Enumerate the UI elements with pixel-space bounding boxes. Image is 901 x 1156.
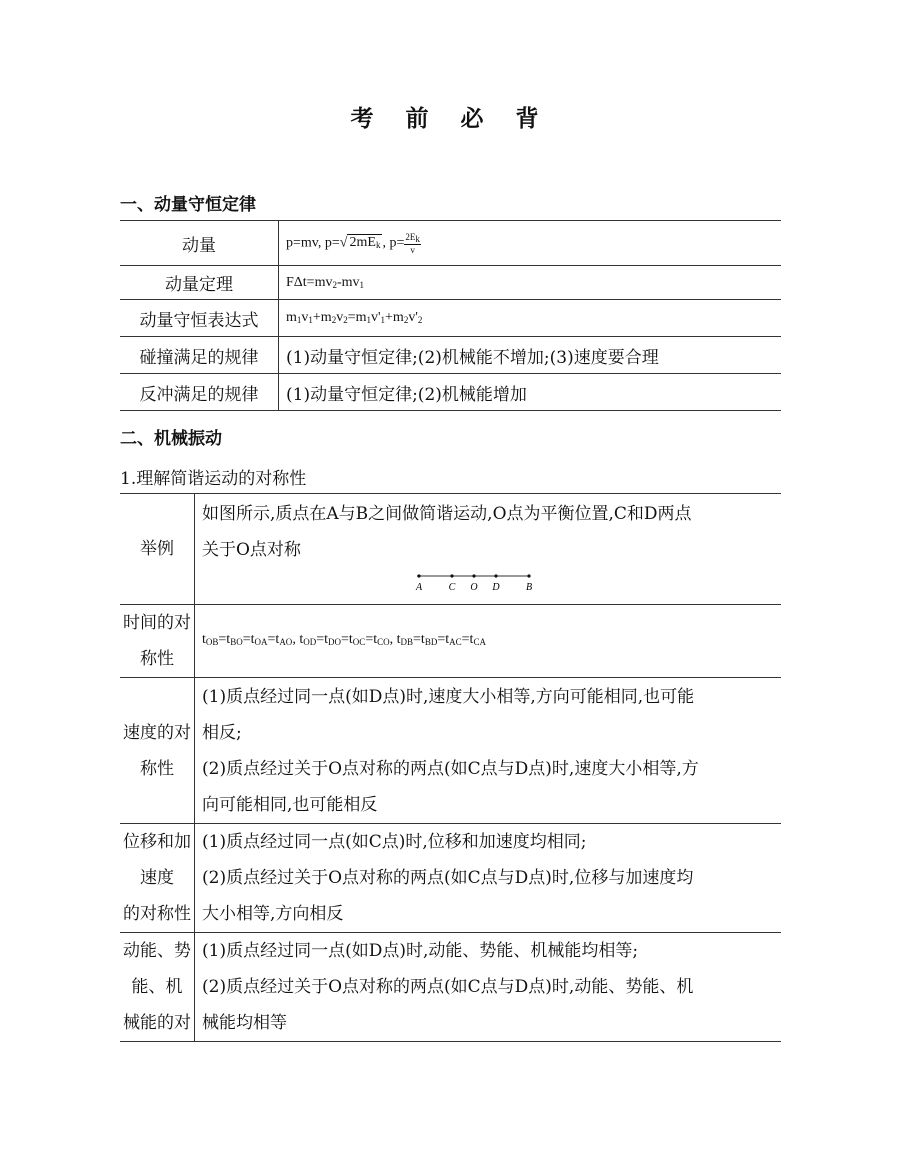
- formula-subscript: AC: [449, 637, 462, 647]
- row-label: 碰撞满足的规律: [120, 337, 279, 374]
- formula-subscript: 1: [308, 315, 313, 325]
- formula-subscript: 1: [296, 315, 302, 325]
- formula-text: , t: [389, 632, 401, 647]
- formula-subscript: AO: [279, 637, 293, 647]
- point-B: [527, 574, 530, 577]
- formula-text: =t: [461, 632, 474, 647]
- formula-subscript: 1: [366, 315, 371, 325]
- table-row: [120, 300, 781, 337]
- point-D: [494, 574, 497, 577]
- formula-subscript: 2: [417, 315, 423, 325]
- time-formula: [195, 605, 782, 678]
- table-row: [120, 494, 781, 605]
- momentum-table: [120, 220, 781, 411]
- row-label: 动能、势 能、机 械能的对: [120, 933, 195, 1042]
- symmetry-table: [120, 493, 781, 1042]
- formula-subscript: CO: [377, 637, 390, 647]
- point-A: [417, 574, 420, 577]
- point-label-O: O: [470, 582, 478, 593]
- formula-text: v: [301, 310, 309, 325]
- formula-text: t: [202, 632, 206, 647]
- row-value: (1)动量守恒定律;(2)机械能不增加;(3)速度要合理: [279, 337, 782, 374]
- row-value: (1)质点经过同一点(如D点)时,动能、势能、机械能均相等; (2)质点经过关于O点对称的两点(如C点与D点)时,动能、势能、机 械能均相等: [195, 933, 782, 1042]
- formula-text: =t: [242, 632, 255, 647]
- formula-subscript: DB: [400, 637, 414, 647]
- row-value: (1)质点经过同一点(如D点)时,速度大小相等,方向可能相同,也可能 相反; (2)质点经过关于O点对称的两点(如C点与D点)时,速度大小相等,方 向可能相同,也可能相反: [195, 678, 782, 824]
- formula-text: v': [408, 310, 418, 325]
- example-cell: 如图所示,质点在A与B之间做简谐运动,O点为平衡位置,C和D两点 关于O点对称 A C O D B: [195, 494, 782, 605]
- formula-subscript: OD: [303, 637, 317, 647]
- point-label-C: C: [448, 582, 456, 593]
- point-label-B: B: [525, 582, 533, 593]
- formula-subscript: BD: [424, 637, 438, 647]
- formula-subscript: 2: [343, 315, 348, 325]
- formula-subscript: OB: [205, 637, 219, 647]
- row-label: 时间的对 称性: [120, 605, 195, 678]
- subheading-symmetry: 1.理解简谐运动的对称性: [120, 469, 307, 489]
- row-label: 速度的对 称性: [120, 678, 195, 824]
- row-value: (1)质点经过同一点(如C点)时,位移和加速度均相同; (2)质点经过关于O点对称的两点(如C点与D点)时,位移与加速度均 大小相等,方向相反: [195, 824, 782, 933]
- conservation-formula: [279, 300, 782, 337]
- formula-subscript: 1: [380, 315, 386, 325]
- row-label: 反冲满足的规律: [120, 374, 279, 411]
- point-O: [472, 574, 475, 577]
- section-heading-vibration: 二、机械振动: [120, 429, 222, 449]
- impulse-formula: $F\Delta t=mv_2-mv_1$: [279, 266, 782, 300]
- row-value: (1)动量守恒定律;(2)机械能增加: [279, 374, 782, 411]
- point-label-A: A: [415, 582, 423, 593]
- table-row: [120, 266, 781, 300]
- row-label: 举例: [120, 494, 195, 605]
- formula-text: =t: [316, 632, 328, 647]
- table-row: [120, 824, 781, 933]
- point-label-D: D: [492, 582, 500, 593]
- page-title: 考 前 必 背: [350, 106, 551, 132]
- formula-text: +m: [385, 310, 404, 325]
- formula-text: =t: [413, 632, 425, 647]
- table-row: [120, 678, 781, 824]
- section-heading-momentum: 一、动量守恒定律: [120, 195, 256, 215]
- formula-text: v': [370, 310, 381, 325]
- point-C: [450, 574, 453, 577]
- formula-text: =t: [437, 632, 450, 647]
- formula-subscript: 2: [331, 315, 337, 325]
- momentum-formula: p=mv, p=√ $2mE_k$ , p= $\frac{2E_k}{v}$: [279, 221, 782, 266]
- row-label: 动量定理: [120, 266, 279, 300]
- table-row: [120, 605, 781, 678]
- table-row: [120, 933, 781, 1042]
- formula-text: =t: [267, 632, 280, 647]
- formula-subscript: BO: [230, 637, 243, 647]
- formula-subscript: DO: [328, 637, 341, 647]
- row-label: 动量: [120, 221, 279, 266]
- formula-text: v: [336, 310, 344, 325]
- formula-text: , t: [292, 632, 304, 647]
- table-row: [120, 221, 781, 266]
- formula-text: =t: [218, 632, 231, 647]
- table-row: [120, 337, 781, 374]
- formula-text: +m: [312, 310, 332, 325]
- formula-text: =t: [365, 632, 378, 647]
- row-label: 动量守恒表达式: [120, 300, 279, 337]
- formula-text: =t: [341, 632, 353, 647]
- oscillation-diagram: [322, 568, 622, 598]
- row-label: 位移和加 速度 的对称性: [120, 824, 195, 933]
- formula-subscript: OC: [352, 637, 366, 647]
- formula-text: =m: [347, 310, 367, 325]
- formula-subscript: 2: [403, 315, 409, 325]
- formula-text: m: [286, 310, 297, 325]
- formula-subscript: OA: [254, 637, 268, 647]
- table-row: [120, 374, 781, 411]
- formula-subscript: CA: [473, 637, 486, 647]
